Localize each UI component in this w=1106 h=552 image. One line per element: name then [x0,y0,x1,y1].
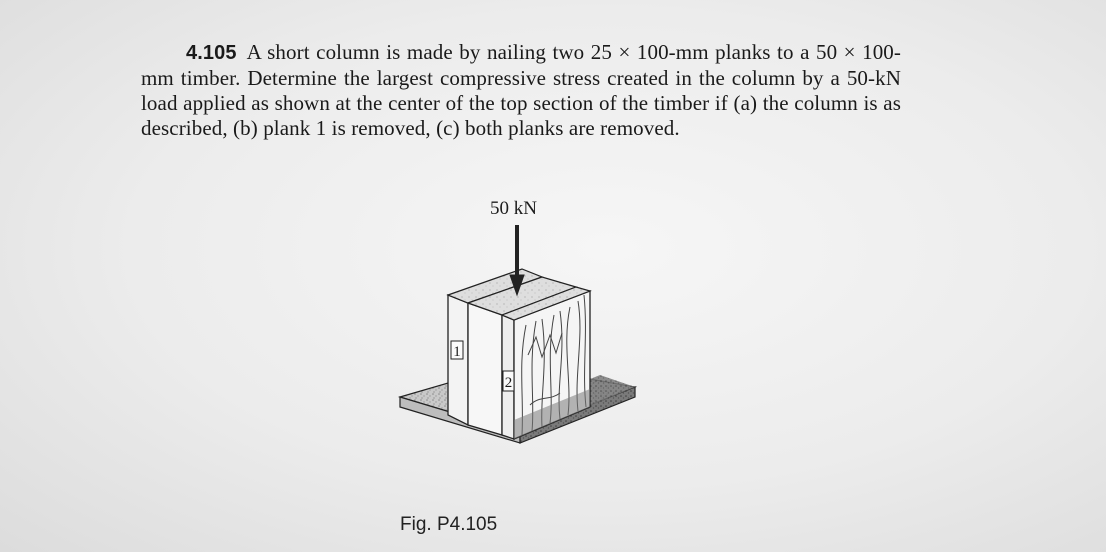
problem-text: A short column is made by nailing two 25 × 100-mm planks to a 50 × 100-mm timber. Determine the largest compressive stress created in the column by a 50-kN load applied as shown at the center of the top section of the timber if (a) the column is as described, (b) plank 1 is removed, (c) both planks are removed. [141,40,901,140]
figure-caption: Fig. P4.105 [400,514,498,535]
problem-statement [141,40,901,141]
plank-1-face [448,295,468,425]
plank-1-label: 1 [453,344,461,360]
problem-paragraph [141,40,901,141]
timber-left-face [468,303,502,435]
problem-number: 4.105 [186,42,237,64]
column-figure [390,225,650,495]
load-label: 50 kN [490,198,537,219]
plank-2-label: 2 [504,375,513,391]
